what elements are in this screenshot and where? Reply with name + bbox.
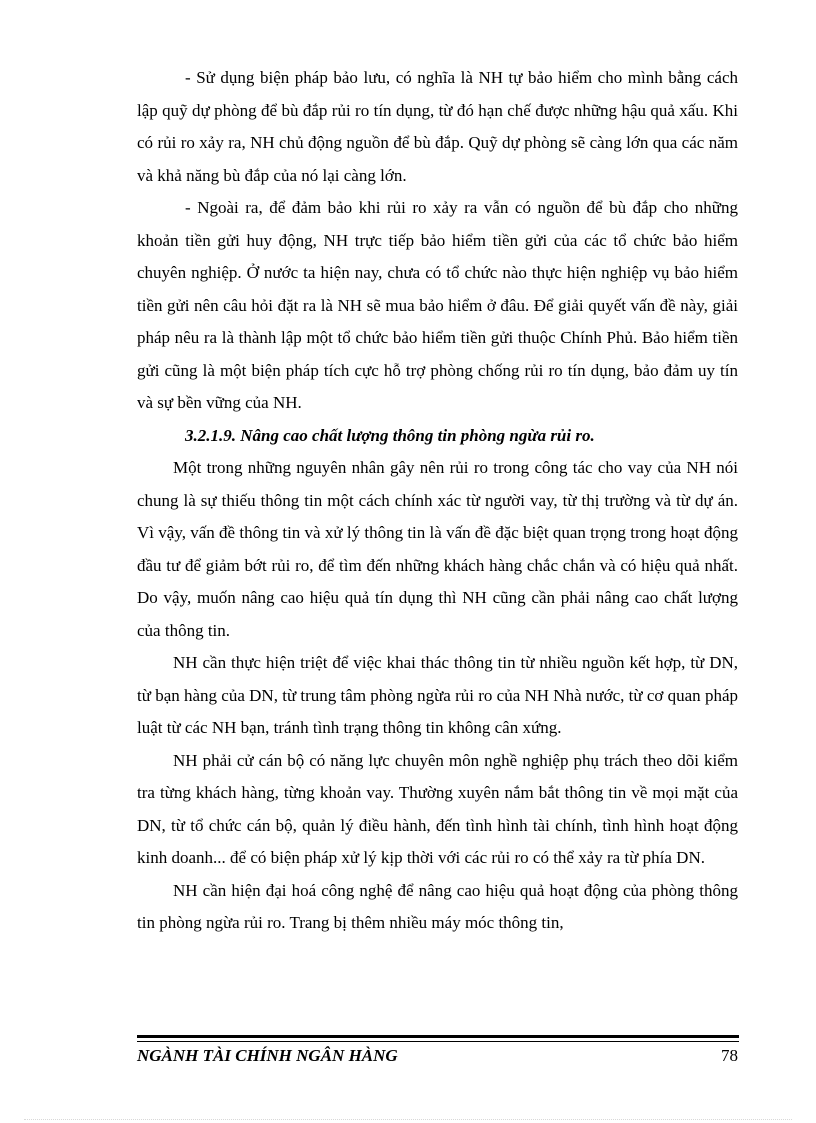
page-number: 78	[721, 1046, 738, 1065]
paragraph-deposit-insurance: - Ngoài ra, để đảm bảo khi rủi ro xảy ra vẫn có nguồn để bù đắp cho những khoản tiền gửi huy động, NH trực tiếp bảo hiểm tiền gửi của các tổ chức bảo hiểm chuyên nghiệp. Ở nước ta hiện nay, chưa có tổ chức nào thực hiện nghiệp vụ bảo hiểm tiền gửi nên câu hỏi đặt ra là NH sẽ mua bảo hiểm ở đâu. Để giải quyết vấn đề này, giải pháp nêu ra là thành lập một tổ chức bảo hiểm tiền gửi thuộc Chính Phủ. Bảo hiểm tiền gửi cũng là một biện pháp tích cực hỗ trợ phòng chống rủi ro tín dụng, bảo đảm uy tín và sự bền vững của NH.	[137, 198, 738, 412]
section-heading: 3.2.1.9. Nâng cao chất lượng thông tin phòng ngừa rủi ro.	[185, 425, 595, 445]
footer-title: NGÀNH TÀI CHÍNH NGÂN HÀNG	[137, 1046, 398, 1065]
page-body	[137, 62, 738, 940]
paragraph-technology: NH cần hiện đại hoá công nghệ để nâng cao hiệu quả hoạt động của phòng thông tin phòng ngừa rủi ro. Trang bị thêm nhiều máy móc thông tin,	[137, 880, 738, 932]
paragraph-information-sources: NH cần thực hiện triệt để việc khai thác thông tin từ nhiều nguồn kết hợp, từ DN, từ bạn hàng của DN, từ trung tâm phòng ngừa rủi ro của NH Nhà nước, từ cơ quan pháp luật từ các NH bạn, tránh tình trạng thông tin không cân xứng.	[137, 653, 738, 737]
paragraph-reserve-fund: - Sử dụng biện pháp bảo lưu, có nghĩa là NH tự bảo hiểm cho mình bằng cách lập quỹ dự phòng để bù đắp rủi ro tín dụng, từ đó hạn chế được những hậu quả xấu. Khi có rủi ro xảy ra, NH chủ động nguồn để bù đắp. Quỹ dự phòng sẽ càng lớn qua các năm và khả năng bù đắp của nó lại càng lớn.	[137, 68, 738, 185]
footer-double-rule-top	[137, 1035, 739, 1038]
paragraph-staff-monitoring: NH phải cử cán bộ có năng lực chuyên môn nghề nghiệp phụ trách theo dõi kiểm tra từng khách hàng, từng khoản vay. Thường xuyên nắm bắt thông tin về mọi mặt của DN, từ tổ chức cán bộ, quản lý điều hành, đến tình hình tài chính, tình hình hoạt động kinh doanh... để có biện pháp xử lý kịp thời với các rủi ro có thể xảy ra từ phía DN.	[137, 750, 738, 867]
page-edge-divider	[24, 1119, 792, 1120]
footer-double-rule-bottom	[137, 1041, 739, 1042]
paragraph-information-causes: Một trong những nguyên nhân gây nên rủi ro trong công tác cho vay của NH nói chung là sự thiếu thông tin một cách chính xác từ người vay, từ thị trường và từ dự án. Vì vậy, vấn đề thông tin và xử lý thông tin là vấn đề đặc biệt quan trọng trong hoạt động đầu tư để giảm bớt rủi ro, để tìm đến những khách hàng chắc chắn và có hiệu quả nhất. Do vậy, muốn nâng cao hiệu quả tín dụng thì NH cũng cần phải nâng cao chất lượng của thông tin.	[137, 458, 738, 640]
